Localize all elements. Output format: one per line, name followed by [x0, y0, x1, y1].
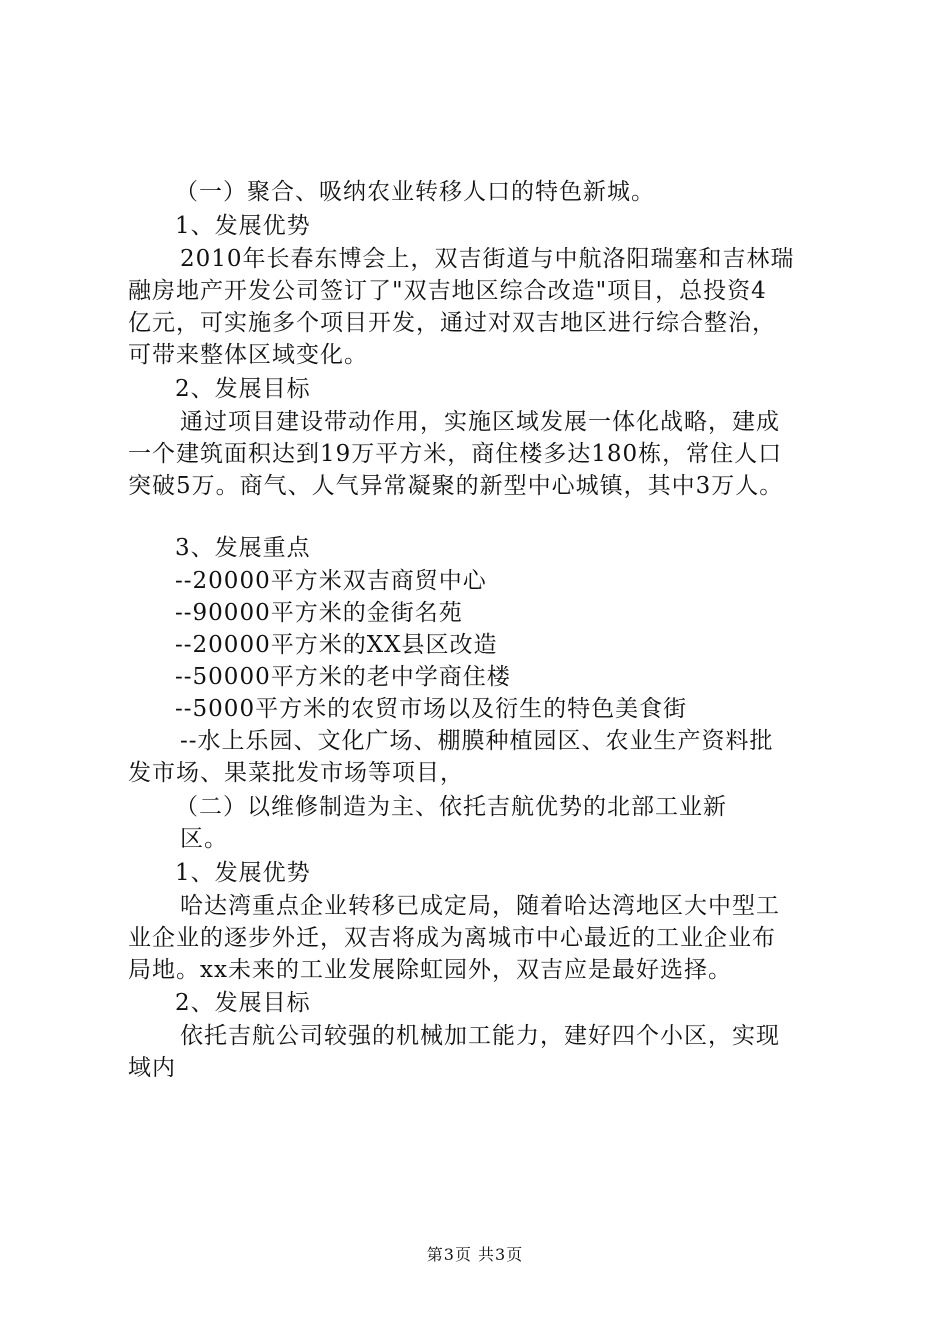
list-item: --90000平方米的金街名苑	[175, 600, 463, 626]
section-heading-2-continuation: 区。	[180, 826, 228, 852]
list-item-continuation: 发市场、果菜批发市场等项目，	[128, 760, 464, 786]
paragraph-line: 局地。xx未来的工业发展除虹园外，双吉应是最好选择。	[128, 957, 732, 983]
subheading-goal: 2、发展目标	[175, 990, 311, 1016]
paragraph-line: 亿元，可实施多个项目开发，通过对双吉地区进行综合整治，	[128, 310, 776, 336]
section-heading-1: （一）聚合、吸纳农业转移人口的特色新城。	[175, 179, 655, 205]
paragraph-line: 依托吉航公司较强的机械加工能力，建好四个小区，实现	[180, 1023, 780, 1049]
paragraph-line: 一个建筑面积达到19万平方米，商住楼多达180栋，常住人口	[128, 441, 783, 467]
list-item: --5000平方米的农贸市场以及衍生的特色美食街	[175, 696, 688, 722]
list-item: --20000平方米的XX县区改造	[175, 632, 498, 658]
paragraph-line: 哈达湾重点企业转移已成定局，随着哈达湾地区大中型工	[180, 893, 780, 919]
list-item: --20000平方米双吉商贸中心	[175, 568, 487, 594]
paragraph-line: 突破5万。商气、人气异常凝聚的新型中心城镇，其中3万人。	[128, 473, 784, 499]
page-footer: 第3页 共3页	[426, 1245, 524, 1264]
paragraph-line: 通过项目建设带动作用，实施区域发展一体化战略，建成	[180, 409, 780, 435]
paragraph-line: 可带来整体区域变化。	[128, 342, 368, 368]
list-item: --50000平方米的老中学商住楼	[175, 664, 511, 690]
section-heading-2: （二）以维修制造为主、依托吉航优势的北部工业新	[175, 794, 727, 820]
paragraph-line: 融房地产开发公司签订了"双吉地区综合改造"项目，总投资4	[128, 278, 767, 304]
subheading-advantage: 1、发展优势	[175, 213, 311, 239]
paragraph-line: 域内	[128, 1055, 176, 1081]
subheading-advantage: 1、发展优势	[175, 860, 311, 886]
subheading-focus: 3、发展重点	[175, 535, 311, 561]
paragraph-line: 2010年长春东博会上，双吉街道与中航洛阳瑞塞和吉林瑞	[180, 246, 795, 272]
paragraph-line: 业企业的逐步外迁，双吉将成为离城市中心最近的工业企业布	[128, 925, 776, 951]
subheading-goal: 2、发展目标	[175, 376, 311, 402]
list-item: --水上乐园、文化广场、棚膜种植园区、农业生产资料批	[180, 728, 774, 754]
